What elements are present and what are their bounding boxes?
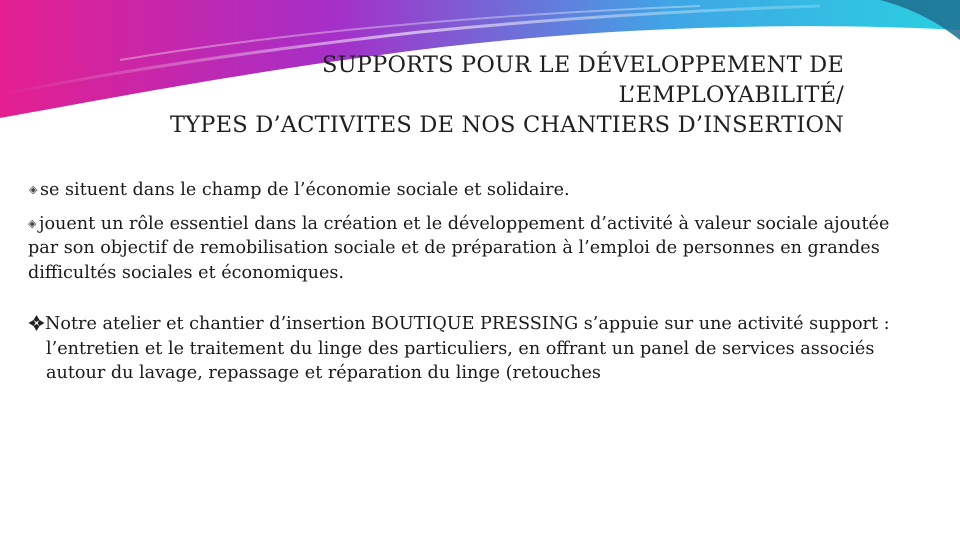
diamond-bullet-icon [28,315,45,331]
title-line-2: L’EMPLOYABILITÉ/ [618,82,844,108]
paragraph-3-text: Notre atelier et chantier d’insertion BOUTIQUE PRESSING s’appuie sur une activité support : l’entretien et le traitement du linge des particuliers, en offrant un panel de services associés autour du lavage, repassage et réparation du linge (retouches [45,314,890,383]
slide-body [28,178,898,386]
title-line-3: TYPES D’ACTIVITES DE NOS CHANTIERS D’INSERTION [170,112,844,138]
title-line-1: SUPPORTS POUR LE DÉVELOPPEMENT DE [322,52,844,78]
bullet-icon: ◈ [28,216,37,230]
paragraph-2-text: jouent un rôle essentiel dans la création et le développement d’activité à valeur sociale ajoutée par son objectif de remobilisation sociale et de préparation à l’emploi de personnes en grandes difficultés sociales et économiques. [28,213,890,283]
paragraph-2 [28,212,898,286]
slide-title [84,50,844,140]
paragraph-1-text: se situent dans le champ de l’économie sociale et solidaire. [40,180,570,200]
paragraph-1 [29,178,898,203]
paragraph-3 [28,312,898,386]
bullet-icon: ◈ [29,183,38,196]
